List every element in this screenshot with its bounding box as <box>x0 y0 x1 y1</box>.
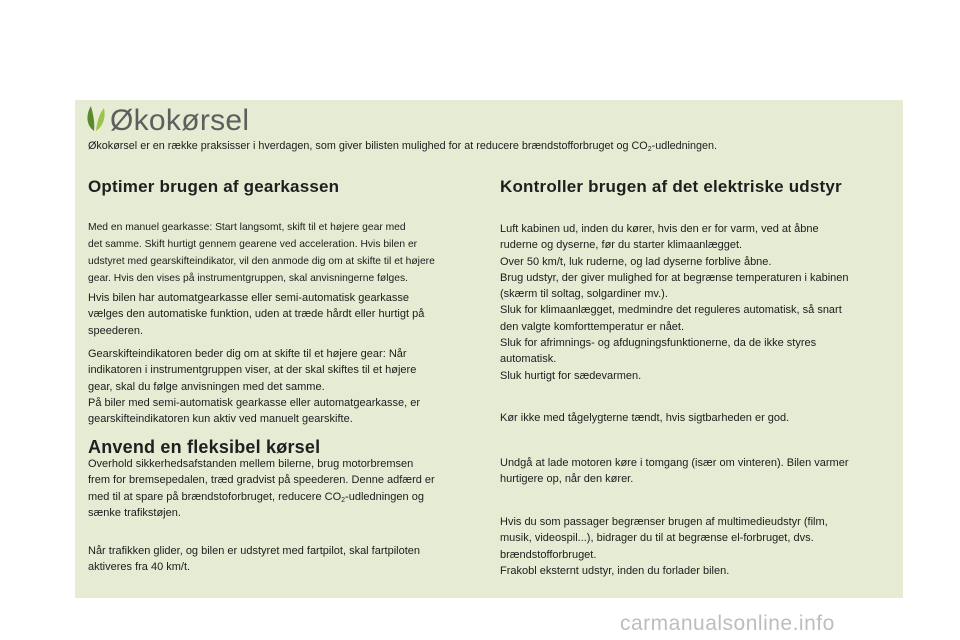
intro-text: Økokørsel er en række praksisser i hverdagen, som giver bilisten mulighed for at reducere brændstofforbruget og $CO_2$-udledningen. <box>88 140 718 153</box>
paragraph-cruise-control: Når trafikken glider, og bilen er udstyret med fartpilot, skal fartpiloten aktiveres fra 40 km/t. <box>88 545 420 574</box>
paragraph-multimedia: Hvis du som passager begrænser brugen af multimedieudstyr (film, musik, videospil...), bidrager du til at begrænse el-forbruget, dvs. brændstofforbruget. Frakobl eksternt udstyr, inden du forlader bilen. <box>500 516 828 577</box>
paragraph-climate: Luft kabinen ud, inden du kører, hvis den er for varm, ved at åbne ruderne og dyserne, før du starter klimaanlægget. Over 50 km/t, luk ruderne, og lad dyserne forblive åbne. Brug udstyr, der giver mulighed for at begrænse temperaturen i kabinen (skærm til soltag, solgardiner mv.). Sluk for klimaanlægget, medmindre det reguleres automatisk, så snart den valgte komforttemperatur er nået. Sluk for afrimnings- og afdugningsfunktionerne, da de ikke styres automatisk. Sluk hurtigt for sædevarmen. <box>500 223 849 382</box>
leaf-icon <box>85 104 105 132</box>
page-title: Økokørsel <box>110 104 250 137</box>
heading-flexible-driving: Anvend en fleksibel kørsel <box>88 437 321 457</box>
heading-electrical-equipment: Kontroller brugen af det elektriske udstyr <box>500 177 842 196</box>
heading-gearbox: Optimer brugen af gearkassen <box>88 177 340 196</box>
paragraph-manual-gearbox: Med en manuel gearkasse: Start langsomt, skift til et højere gear med det samme. Skift hurtigt gennem gearene ved acceleration. Hvis bilen er udstyret med gearskifteindikator, vil den anmode dig om at skifte til et højere gear. Hvis den vises på instrumentgruppen, skal anvisningerne følges. <box>88 222 435 284</box>
paragraph-idling: Undgå at lade motoren køre i tomgang (især om vinteren). Bilen varmer hurtigere op, når den kører. <box>500 457 849 486</box>
paragraph-gearshift-indicator: Gearskifteindikatoren beder dig om at skifte til et højere gear: Når indikatoren i instrumentgruppen viser, at der skal skiftes til et højere gear, skal du følge anvisningen med det samme. På biler med semi-automatisk gearkasse eller automatgearkasse, er gearskifteindikatoren kun aktiv ved manuelt gearskifte. <box>88 348 420 426</box>
paragraph-automatic-gearbox: Hvis bilen har automatgearkasse eller semi-automatisk gearkasse vælges den automatiske funktion, uden at træde hårdt eller hurtigt på speederen. <box>88 292 425 337</box>
paragraph-flexible-driving: Overhold sikkerhedsafstanden mellem bilerne, brug motorbremsen frem for bremsepedalen, træd gradvist på speederen. Denne adfærd er med til at spare på brændstoforbruget, reducere $CO_2$-udledningen og sænke trafikstøjen. <box>88 458 435 519</box>
paragraph-fog-lights: Kør ikke med tågelygterne tændt, hvis sigtbarheden er god. <box>500 412 790 424</box>
watermark: carmanualsonline.info <box>620 612 835 635</box>
